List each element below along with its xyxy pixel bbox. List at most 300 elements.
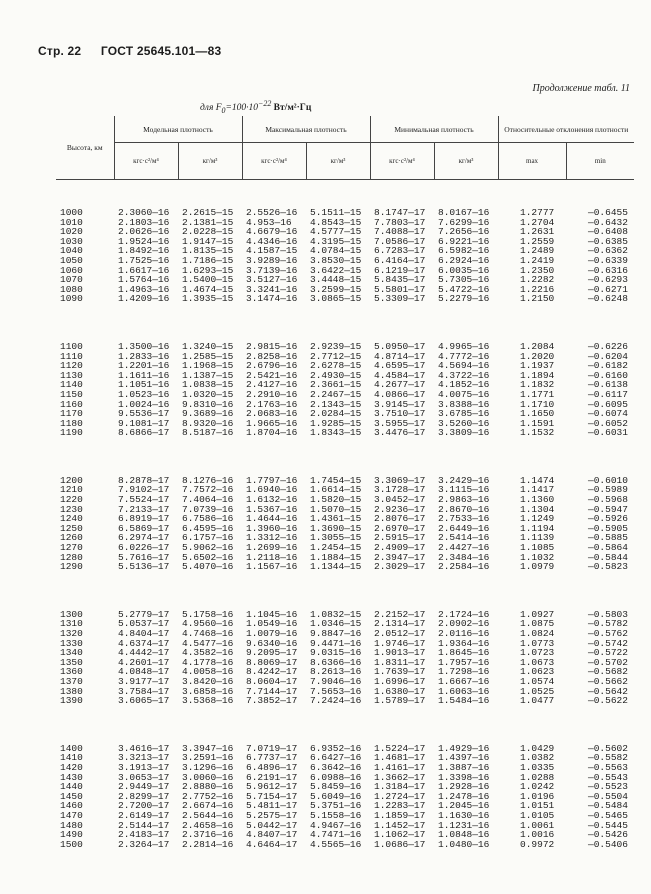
- value-cell: —0.5782: [588, 618, 628, 630]
- value-cell: 4.9965—16: [438, 340, 490, 352]
- altitude-cell: 1260: [60, 532, 83, 544]
- value-cell: 3.6785—16: [438, 408, 490, 420]
- value-cell: —0.5885: [588, 532, 628, 544]
- altitude-cell: 1230: [60, 503, 83, 515]
- value-cell: 3.5368—16: [182, 695, 234, 707]
- value-cell: —0.5406: [588, 838, 628, 850]
- altitude-cell: 1140: [60, 379, 83, 391]
- value-cell: 4.8714—17: [374, 350, 426, 362]
- value-cell: 2.8258—16: [246, 350, 298, 362]
- value-cell: 4.7471—16: [310, 829, 362, 841]
- value-cell: —0.6385: [588, 235, 628, 247]
- value-cell: —0.6316: [588, 264, 628, 276]
- value-cell: 2.0228—15: [182, 226, 234, 238]
- value-cell: 7.7572—16: [182, 484, 234, 496]
- value-cell: 1.0288: [520, 771, 555, 783]
- value-cell: 3.2429—16: [438, 474, 490, 486]
- value-cell: 4.9560—16: [182, 618, 234, 630]
- value-cell: 1.0242: [520, 781, 555, 793]
- value-cell: 1.7298—16: [438, 666, 490, 678]
- value-cell: 6.2974—17: [118, 532, 170, 544]
- value-cell: 6.5869—17: [118, 522, 170, 534]
- value-cell: 6.0035—16: [438, 264, 490, 276]
- value-cell: —0.5823: [588, 561, 628, 573]
- value-cell: 1.4644—16: [246, 513, 298, 525]
- value-cell: 4.0058—16: [182, 666, 234, 678]
- value-cell: 1.9147—15: [182, 235, 234, 247]
- value-cell: 1.2928—16: [438, 781, 490, 793]
- value-cell: —0.6117: [588, 388, 628, 400]
- value-cell: 4.0075—16: [438, 388, 490, 400]
- value-cell: 5.4811—17: [246, 800, 298, 812]
- value-cell: 1.1387—15: [182, 369, 234, 381]
- value-cell: —0.5702: [588, 656, 628, 668]
- value-cell: 2.5644—16: [182, 809, 234, 821]
- altitude-cell: 1000: [60, 207, 83, 218]
- value-cell: 1.0773: [520, 637, 555, 649]
- value-cell: 3.1115—16: [438, 484, 490, 496]
- model-density-header: Модельная плотность: [114, 116, 242, 143]
- value-cell: 8.6866—17: [118, 427, 170, 439]
- altitude-cell: 1270: [60, 542, 83, 554]
- value-cell: 5.7154—17: [246, 790, 298, 802]
- value-cell: 6.7737—17: [246, 752, 298, 764]
- value-cell: 1.2833—16: [118, 350, 170, 362]
- value-cell: 1.6132—16: [246, 494, 298, 506]
- value-cell: 1.3690—15: [310, 522, 362, 534]
- value-cell: 9.2095—17: [246, 647, 298, 659]
- value-cell: 1.1139: [520, 532, 555, 544]
- value-cell: 1.9524—16: [118, 235, 170, 247]
- value-cell: 1.5224—17: [374, 742, 426, 754]
- value-cell: 4.4584—17: [374, 369, 426, 381]
- value-cell: 1.5367—16: [246, 503, 298, 515]
- value-cell: 3.2599—15: [310, 283, 362, 295]
- table-continuation-label: Продолжение табл. 11: [532, 83, 630, 94]
- table-body: [56, 180, 634, 850]
- value-cell: 1.1710: [520, 398, 555, 410]
- altitude-cell: 1500: [60, 838, 83, 850]
- value-cell: 2.2814—16: [182, 838, 234, 850]
- value-cell: —0.6074: [588, 408, 628, 420]
- altitude-cell: 1330: [60, 637, 83, 649]
- value-cell: 1.0320—15: [182, 388, 234, 400]
- value-cell: 1.1771: [520, 388, 555, 400]
- value-cell: 1.2559: [520, 235, 555, 247]
- value-cell: 2.2615—15: [182, 207, 234, 218]
- value-cell: 1.6614—15: [310, 484, 362, 496]
- value-cell: —0.5582: [588, 752, 628, 764]
- value-cell: 6.4595—16: [182, 522, 234, 534]
- value-cell: 9.0315—16: [310, 647, 362, 659]
- table-row: [56, 840, 634, 850]
- value-cell: 2.6674—16: [182, 800, 234, 812]
- value-cell: 1.0549—16: [246, 618, 298, 630]
- value-cell: 1.0623: [520, 666, 555, 678]
- value-cell: 2.4427—16: [438, 542, 490, 554]
- altitude-cell: 1080: [60, 283, 83, 295]
- value-cell: 6.3642—16: [310, 761, 362, 773]
- max-density-header: Максимальная плотность: [242, 116, 370, 143]
- value-cell: 1.0024—16: [118, 398, 170, 410]
- value-cell: 4.5694—16: [438, 360, 490, 372]
- value-cell: 1.0824: [520, 628, 555, 639]
- value-cell: 8.8069—17: [246, 656, 298, 668]
- value-cell: 5.6049—16: [310, 790, 362, 802]
- unit-header: кгс·с²/м⁴: [114, 143, 178, 180]
- value-cell: 6.7586—16: [182, 513, 234, 525]
- value-cell: 1.2350: [520, 264, 555, 276]
- value-cell: 2.6278—15: [310, 360, 362, 372]
- value-cell: 1.1231—16: [438, 819, 490, 831]
- value-cell: 7.7803—17: [374, 216, 426, 228]
- altitude-cell: 1040: [60, 245, 83, 257]
- value-cell: 2.3716—16: [182, 829, 234, 841]
- value-cell: 2.0512—17: [374, 628, 426, 639]
- value-cell: 0.9972: [520, 838, 555, 850]
- value-cell: 3.4448—15: [310, 274, 362, 286]
- unit-header: кг/м³: [178, 143, 242, 180]
- value-cell: 1.0927: [520, 608, 555, 620]
- value-cell: 1.4674—15: [182, 283, 234, 295]
- value-cell: 3.9177—17: [118, 675, 170, 687]
- value-cell: 2.9236—17: [374, 503, 426, 515]
- value-cell: 1.1194: [520, 522, 555, 534]
- value-cell: 1.0979: [520, 561, 555, 573]
- value-cell: —0.5465: [588, 809, 628, 821]
- value-cell: 1.1567—16: [246, 561, 298, 573]
- value-cell: 3.9145—17: [374, 398, 426, 410]
- altitude-cell: 1100: [60, 340, 83, 352]
- value-cell: 1.1832: [520, 379, 555, 391]
- value-cell: 1.2201—16: [118, 360, 170, 372]
- value-cell: 1.8492—16: [118, 245, 170, 257]
- value-cell: 1.0061: [520, 819, 555, 831]
- value-cell: 1.1249: [520, 513, 555, 525]
- value-cell: 1.0525: [520, 685, 555, 697]
- altitude-cell: 1160: [60, 398, 83, 410]
- value-cell: 1.4397—16: [438, 752, 490, 764]
- value-cell: 3.6422—15: [310, 264, 362, 276]
- value-cell: 8.2613—16: [310, 666, 362, 678]
- value-cell: 1.1894: [520, 369, 555, 381]
- value-cell: 2.8299—17: [118, 790, 170, 802]
- value-cell: 5.9062—16: [182, 542, 234, 554]
- value-cell: 4.3582—16: [182, 647, 234, 659]
- value-cell: 5.3309—17: [374, 293, 426, 305]
- value-cell: 1.0523—16: [118, 388, 170, 400]
- value-cell: 1.3240—15: [182, 340, 234, 352]
- value-cell: 4.8404—17: [118, 628, 170, 639]
- value-cell: 1.2283—17: [374, 800, 426, 812]
- value-cell: 1.8704—16: [246, 427, 298, 439]
- value-cell: 2.8076—17: [374, 513, 426, 525]
- value-cell: 7.4064—16: [182, 494, 234, 506]
- value-cell: 1.0105: [520, 809, 555, 821]
- value-cell: 1.3055—15: [310, 532, 362, 544]
- value-cell: 2.1763—16: [246, 398, 298, 410]
- value-cell: 1.2282: [520, 274, 555, 286]
- altitude-cell: 1420: [60, 761, 83, 773]
- block-gap: [56, 706, 634, 744]
- value-cell: 1.6617—16: [118, 264, 170, 276]
- value-cell: 2.5414—16: [438, 532, 490, 544]
- block-gap: [56, 438, 634, 476]
- value-cell: 4.7772—16: [438, 350, 490, 362]
- value-cell: 8.1747—17: [374, 207, 426, 218]
- value-cell: 1.4963—16: [118, 283, 170, 295]
- value-cell: 7.4088—17: [374, 226, 426, 238]
- value-cell: 4.1852—16: [438, 379, 490, 391]
- value-cell: 5.8459—16: [310, 781, 362, 793]
- value-cell: 3.7510—17: [374, 408, 426, 420]
- value-cell: 4.0784—15: [310, 245, 362, 257]
- value-cell: 2.8670—16: [438, 503, 490, 515]
- value-cell: 1.8135—15: [182, 245, 234, 257]
- value-cell: —0.5445: [588, 819, 628, 831]
- value-cell: —0.5926: [588, 513, 628, 525]
- value-cell: 1.5789—17: [374, 695, 426, 707]
- value-cell: 1.4681—17: [374, 752, 426, 764]
- value-cell: 2.3060—16: [118, 207, 170, 218]
- value-cell: 7.0739—16: [182, 503, 234, 515]
- value-cell: 2.5421—16: [246, 369, 298, 381]
- value-cell: —0.6271: [588, 283, 628, 295]
- value-cell: 2.6970—17: [374, 522, 426, 534]
- value-cell: 5.6502—16: [182, 551, 234, 563]
- altitude-cell: 1240: [60, 513, 83, 525]
- value-cell: 2.4183—17: [118, 829, 170, 841]
- relative-deviation-header: Относительные отклонения плотности: [498, 116, 634, 143]
- value-cell: 4.8407—17: [246, 829, 298, 841]
- value-cell: 1.3184—17: [374, 781, 426, 793]
- value-cell: 4.2677—17: [374, 379, 426, 391]
- value-cell: —0.5989: [588, 484, 628, 496]
- value-cell: 1.6063—16: [438, 685, 490, 697]
- value-cell: —0.5602: [588, 742, 628, 754]
- value-cell: —0.6138: [588, 379, 628, 391]
- value-cell: 3.0452—17: [374, 494, 426, 506]
- value-cell: 2.2910—16: [246, 388, 298, 400]
- value-cell: 2.3484—16: [438, 551, 490, 563]
- value-cell: 1.4361—15: [310, 513, 362, 525]
- value-cell: 4.1587—15: [246, 245, 298, 257]
- value-cell: 6.6427—16: [310, 752, 362, 764]
- value-cell: 4.5777—15: [310, 226, 362, 238]
- value-cell: 5.7616—17: [118, 551, 170, 563]
- table-row: [56, 294, 634, 304]
- value-cell: 3.8420—16: [182, 675, 234, 687]
- value-cell: 5.2575—17: [246, 809, 298, 821]
- value-cell: —0.5722: [588, 647, 628, 659]
- value-cell: —0.6455: [588, 207, 628, 218]
- page-number: Стр. 22: [38, 44, 82, 58]
- value-cell: 1.1968—15: [182, 360, 234, 372]
- altitude-cell: 1300: [60, 608, 83, 620]
- value-cell: 1.6996—17: [374, 675, 426, 687]
- value-cell: 2.6449—16: [438, 522, 490, 534]
- value-cell: 1.2118—16: [246, 551, 298, 563]
- value-cell: 1.1937: [520, 360, 555, 372]
- value-cell: 4.3195—15: [310, 235, 362, 247]
- value-cell: 2.9239—15: [310, 340, 362, 352]
- value-cell: 2.0626—16: [118, 226, 170, 238]
- density-table: [56, 116, 634, 849]
- value-cell: —0.6248: [588, 293, 628, 305]
- value-cell: 3.5260—16: [438, 417, 490, 429]
- value-cell: 1.5070—15: [310, 503, 362, 515]
- value-cell: 9.4471—16: [310, 637, 362, 649]
- value-cell: —0.6095: [588, 398, 628, 410]
- altitude-cell: 1060: [60, 264, 83, 276]
- value-cell: 3.3809—16: [438, 427, 490, 439]
- altitude-cell: 1090: [60, 293, 83, 305]
- value-cell: 5.3751—16: [310, 800, 362, 812]
- altitude-cell: 1130: [60, 369, 83, 381]
- unit-header: кг/м³: [434, 143, 498, 180]
- value-cell: —0.6182: [588, 360, 628, 372]
- value-cell: 1.1360: [520, 494, 555, 506]
- altitude-cell: 1390: [60, 695, 83, 707]
- altitude-cell: 1030: [60, 235, 83, 247]
- value-cell: 7.5653—16: [310, 685, 362, 697]
- value-cell: —0.5642: [588, 685, 628, 697]
- max-header: max: [498, 143, 566, 180]
- value-cell: 3.1474—16: [246, 293, 298, 305]
- altitude-cell: 1450: [60, 790, 83, 802]
- value-cell: 1.0079—16: [246, 628, 298, 639]
- altitude-cell: 1340: [60, 647, 83, 659]
- value-cell: —0.5905: [588, 522, 628, 534]
- value-cell: 5.1558—16: [310, 809, 362, 821]
- value-cell: 3.8388—16: [438, 398, 490, 410]
- value-cell: 6.7283—17: [374, 245, 426, 257]
- value-cell: 1.0875: [520, 618, 555, 630]
- value-cell: 1.4209—16: [118, 293, 170, 305]
- altitude-cell: 1410: [60, 752, 83, 764]
- value-cell: 1.8343—15: [310, 427, 362, 439]
- value-cell: 2.7752—16: [182, 790, 234, 802]
- value-cell: 3.5955—17: [374, 417, 426, 429]
- value-cell: 2.1314—17: [374, 618, 426, 630]
- altitude-cell: 1480: [60, 819, 83, 831]
- value-cell: 2.9449—17: [118, 781, 170, 793]
- value-cell: —0.5968: [588, 494, 628, 506]
- value-cell: 1.7797—16: [246, 474, 298, 486]
- value-cell: —0.5622: [588, 695, 628, 707]
- value-cell: 1.2777: [520, 207, 555, 218]
- altitude-cell: 1380: [60, 685, 83, 697]
- altitude-cell: 1490: [60, 829, 83, 841]
- value-cell: 7.2424—16: [310, 695, 362, 707]
- value-cell: 3.1296—16: [182, 761, 234, 773]
- value-cell: 1.6293—15: [182, 264, 234, 276]
- value-cell: 1.3935—15: [182, 293, 234, 305]
- value-cell: 1.3662—17: [374, 771, 426, 783]
- value-cell: 9.8310—16: [182, 398, 234, 410]
- value-cell: 4.2601—17: [118, 656, 170, 668]
- value-cell: 1.3398—16: [438, 771, 490, 783]
- value-cell: 6.0988—16: [310, 771, 362, 783]
- value-cell: 1.1884—15: [310, 551, 362, 563]
- value-cell: 4.3722—16: [438, 369, 490, 381]
- value-cell: —0.5844: [588, 551, 628, 563]
- value-cell: 1.0016: [520, 829, 555, 841]
- min-header: min: [566, 143, 634, 180]
- value-cell: 1.1032: [520, 551, 555, 563]
- value-cell: 4.4442—17: [118, 647, 170, 659]
- value-cell: 2.0902—16: [438, 618, 490, 630]
- value-cell: 5.0950—17: [374, 340, 426, 352]
- value-cell: 1.1650: [520, 408, 555, 420]
- value-cell: 1.0848—16: [438, 829, 490, 841]
- value-cell: —0.6052: [588, 417, 628, 429]
- value-cell: 1.6380—17: [374, 685, 426, 697]
- value-cell: 3.3947—16: [182, 742, 234, 754]
- altitude-cell: 1290: [60, 561, 83, 573]
- value-cell: 1.9013—17: [374, 647, 426, 659]
- value-cell: 4.6464—17: [246, 838, 298, 850]
- value-cell: —0.5523: [588, 781, 628, 793]
- value-cell: 1.0335: [520, 761, 555, 773]
- value-cell: 1.2419: [520, 254, 555, 266]
- value-cell: 1.0480—16: [438, 838, 490, 850]
- value-cell: 1.4161—17: [374, 761, 426, 773]
- value-cell: 7.7144—17: [246, 685, 298, 697]
- value-cell: 3.7584—17: [118, 685, 170, 697]
- altitude-cell: 1400: [60, 742, 83, 754]
- value-cell: 6.5982—16: [438, 245, 490, 257]
- altitude-cell: 1150: [60, 388, 83, 400]
- value-cell: —0.6031: [588, 427, 628, 439]
- value-cell: 9.6340—16: [246, 637, 298, 649]
- value-cell: 9.3689—16: [182, 408, 234, 420]
- value-cell: 5.1511—15: [310, 207, 362, 218]
- altitude-cell: 1220: [60, 494, 83, 506]
- value-cell: 5.7305—16: [438, 274, 490, 286]
- value-cell: 1.7454—15: [310, 474, 362, 486]
- value-cell: 5.2779—17: [118, 608, 170, 620]
- value-cell: 1.2489: [520, 245, 555, 257]
- value-cell: 4.1778—16: [182, 656, 234, 668]
- value-cell: 3.3069—17: [374, 474, 426, 486]
- value-cell: 2.3264—17: [118, 838, 170, 850]
- value-cell: 2.7712—15: [310, 350, 362, 362]
- value-cell: 5.9612—17: [246, 781, 298, 793]
- altitude-cell: 1110: [60, 350, 83, 362]
- value-cell: 5.0442—17: [246, 819, 298, 831]
- value-cell: 7.5524—17: [118, 494, 170, 506]
- value-cell: 1.1051—16: [118, 379, 170, 391]
- value-cell: 1.2478—16: [438, 790, 490, 802]
- value-cell: 1.3887—16: [438, 761, 490, 773]
- table-row: [56, 696, 634, 706]
- value-cell: 1.3500—16: [118, 340, 170, 352]
- value-cell: —0.5504: [588, 790, 628, 802]
- value-cell: 3.1913—17: [118, 761, 170, 773]
- value-cell: 1.9746—17: [374, 637, 426, 649]
- value-cell: 3.0653—17: [118, 771, 170, 783]
- value-cell: 1.1304: [520, 503, 555, 515]
- value-cell: 1.5400—15: [182, 274, 234, 286]
- value-cell: 4.5565—16: [310, 838, 362, 850]
- value-cell: 1.2020: [520, 350, 555, 362]
- value-cell: 9.5536—17: [118, 408, 170, 420]
- altitude-header: Высота, км: [56, 116, 114, 180]
- value-cell: 6.9221—16: [438, 235, 490, 247]
- value-cell: 5.0537—17: [118, 618, 170, 630]
- value-cell: 8.6366—16: [310, 656, 362, 668]
